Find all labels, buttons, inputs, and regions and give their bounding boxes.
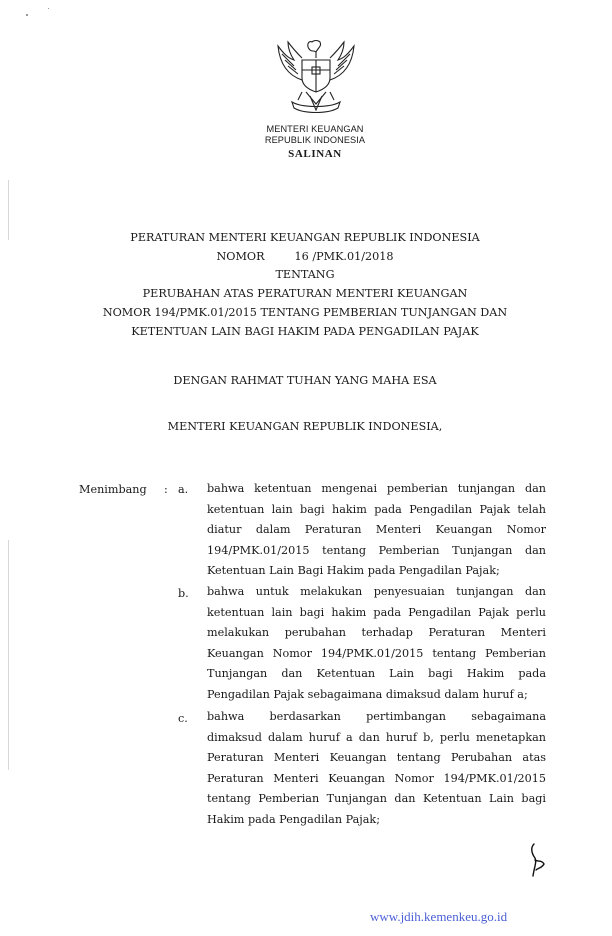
consideration-item-a [207, 479, 546, 582]
item-c-line: Hakim pada Pengadilan Pajak; [207, 812, 380, 826]
subject-line-1: PERUBAHAN ATAS PERATURAN MENTERI KEUANGAN [142, 287, 468, 301]
item-a-line: ketentuan lain bagi hakim pada Pengadilan Pajak telah [207, 502, 546, 516]
subject-line-3: KETENTUAN LAIN BAGI HAKIM PADA PENGADILAN PAJAK [131, 324, 479, 338]
title-line-1: PERATURAN MENTERI KEUANGAN REPUBLIK INDONESIA [130, 231, 480, 244]
item-c-line: Peraturan Menteri Keuangan tentang Perubahan atas [207, 751, 546, 765]
item-a-line: diatur dalam Peraturan Menteri Keuangan Nomor [207, 523, 546, 537]
item-c-line: bahwa berdasarkan pertimbangan sebagaimana [207, 710, 546, 723]
ministry-line-1: MENTERI KEUANGAN [266, 124, 364, 134]
item-letter-c: c. [178, 712, 188, 725]
item-b-line: Tunjangan dan Ketentuan Lain bagi Hakim pada [207, 667, 546, 681]
nomor-value: 16 /PMK.01/2018 [294, 249, 394, 263]
invocation: DENGAN RAHMAT TUHAN YANG MAHA ESA [173, 374, 437, 387]
item-b-line: melakukan perubahan terhadap Peraturan Menteri [207, 626, 546, 640]
scan-artifact [8, 180, 9, 240]
item-a-line: bahwa ketentuan mengenai pemberian tunjangan dan [207, 482, 546, 495]
scan-artifact [8, 540, 9, 770]
consideration-item-c [207, 707, 546, 831]
regulation-title [60, 229, 550, 341]
regulation-number [60, 248, 550, 267]
enactor: MENTERI KEUANGAN REPUBLIK INDONESIA, [167, 420, 443, 433]
ministry-header [250, 124, 380, 146]
footer-website-link[interactable]: www.jdih.kemenkeu.go.id [370, 909, 508, 924]
nomor-label: NOMOR [216, 249, 265, 263]
ministry-line-2: REPUBLIK INDONESIA [264, 135, 366, 145]
item-b-line: Keuangan Nomor 194/PMK.01/2015 tentang Pemberian [207, 646, 546, 660]
tentang-label: TENTANG [275, 268, 335, 282]
item-c-line: Peraturan Menteri Keuangan Nomor 194/PMK.01/2015 [207, 771, 546, 785]
scan-speck [48, 8, 49, 9]
considerations-colon: : [164, 483, 168, 496]
considerations-label: Menimbang [79, 483, 147, 496]
item-c-line: tentang Pemberian Tunjangan dan Ketentuan Lain bagi [207, 792, 546, 806]
item-b-line: Pengadilan Pajak sebagaimana dimaksud dalam huruf a; [207, 687, 528, 701]
scan-speck [26, 14, 28, 16]
subject-line-2: NOMOR 194/PMK.01/2015 TENTANG PEMBERIAN TUNJANGAN DAN [102, 305, 508, 319]
salinan-stamp: SALINAN [288, 148, 342, 160]
item-c-line: dimaksud dalam huruf a dan huruf b, perlu menetapkan [207, 730, 546, 744]
item-a-line: 194/PMK.01/2015 tentang Pemberian Tunjangan dan [207, 543, 546, 557]
consideration-item-b [207, 582, 546, 706]
item-b-line: bahwa untuk melakukan penyesuaian tunjangan dan [207, 585, 546, 598]
item-b-line: ketentuan lain bagi hakim pada Pengadilan Pajak perlu [207, 605, 546, 619]
item-letter-a: a. [178, 483, 189, 496]
paraf-initials-icon [528, 842, 550, 878]
garuda-emblem-icon [272, 32, 360, 122]
item-a-line: Ketentuan Lain Bagi Hakim pada Pengadilan Pajak; [207, 564, 500, 578]
item-letter-b: b. [178, 587, 189, 600]
